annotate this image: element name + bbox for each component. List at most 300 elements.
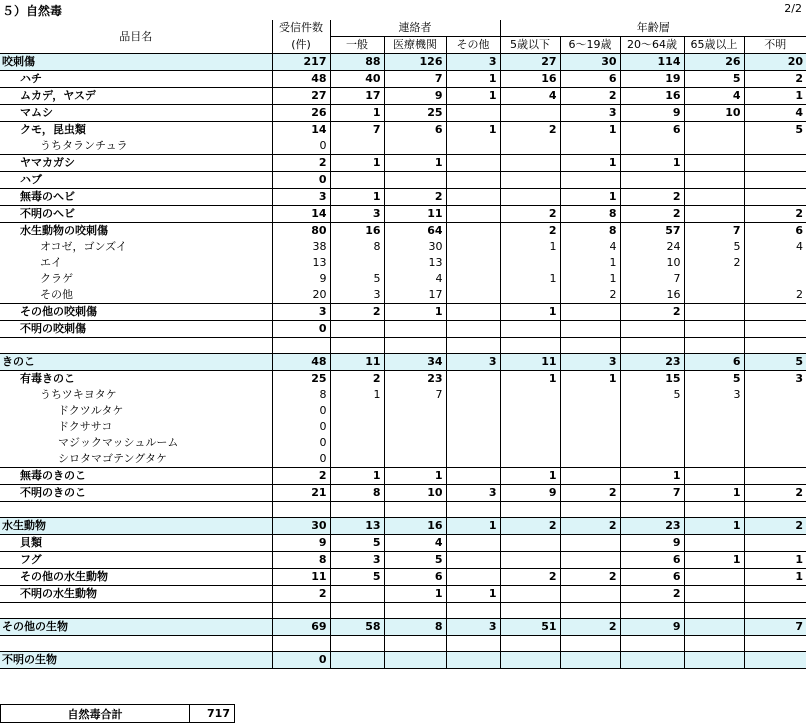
value-cell: 8 xyxy=(272,387,330,403)
header-age-20-64: 20～64歳 xyxy=(620,37,684,54)
value-cell xyxy=(560,451,620,468)
empty-cell xyxy=(330,502,384,518)
row-label: 水生動物の咬刺傷 xyxy=(0,223,272,240)
value-cell: 16 xyxy=(620,88,684,105)
value-cell: 48 xyxy=(272,354,330,371)
row-label: 水生動物 xyxy=(0,518,272,535)
row-label: フグ xyxy=(0,552,272,569)
value-cell xyxy=(560,138,620,155)
spacer-row xyxy=(0,636,806,652)
value-cell xyxy=(684,206,744,223)
value-cell xyxy=(620,172,684,189)
value-cell: 6 xyxy=(620,552,684,569)
value-cell: 10 xyxy=(620,255,684,271)
value-cell: 30 xyxy=(384,239,446,255)
row-label: 貝類 xyxy=(0,535,272,552)
table-row xyxy=(0,71,806,88)
value-cell: 1 xyxy=(330,105,384,122)
value-cell: 1 xyxy=(560,271,620,287)
value-cell xyxy=(446,321,500,338)
value-cell: 6 xyxy=(384,122,446,139)
table-row xyxy=(0,485,806,502)
row-label: ヤマカガシ xyxy=(0,155,272,172)
row-label: 不明の生物 xyxy=(0,652,272,669)
value-cell: 0 xyxy=(272,652,330,669)
value-cell xyxy=(684,403,744,419)
row-label: オコゼ，ゴンズイ xyxy=(40,240,127,253)
table-row xyxy=(0,451,806,468)
value-cell xyxy=(446,371,500,388)
value-cell xyxy=(330,451,384,468)
table-row xyxy=(0,172,806,189)
row-label: クモ，昆虫類 xyxy=(0,122,272,139)
value-cell: 1 xyxy=(384,155,446,172)
value-cell: 2 xyxy=(384,189,446,206)
table-row xyxy=(0,122,806,139)
value-cell xyxy=(384,451,446,468)
value-cell: 2 xyxy=(560,619,620,636)
value-cell: 2 xyxy=(620,206,684,223)
value-cell xyxy=(684,138,744,155)
value-cell xyxy=(446,403,500,419)
value-cell xyxy=(684,468,744,485)
value-cell xyxy=(684,271,744,287)
value-cell xyxy=(560,468,620,485)
row-label: うちタランチュラ xyxy=(40,139,128,152)
value-cell xyxy=(560,304,620,321)
row-label: ドクツルタケ xyxy=(58,404,124,417)
value-cell: 21 xyxy=(272,485,330,502)
value-cell: 16 xyxy=(330,223,384,240)
value-cell: 6 xyxy=(684,354,744,371)
value-cell xyxy=(446,451,500,468)
value-cell: 11 xyxy=(384,206,446,223)
table-row xyxy=(0,255,806,271)
value-cell: 11 xyxy=(330,354,384,371)
value-cell: 3 xyxy=(684,387,744,403)
value-cell: 2 xyxy=(500,569,560,586)
table-row xyxy=(0,435,806,451)
row-label: マムシ xyxy=(0,105,272,122)
empty-cell xyxy=(560,338,620,354)
value-cell xyxy=(500,403,560,419)
value-cell: 7 xyxy=(684,223,744,240)
table-row xyxy=(0,287,806,304)
value-cell: 1 xyxy=(744,569,806,586)
value-cell xyxy=(500,321,560,338)
value-cell: 1 xyxy=(684,485,744,502)
value-cell: 2 xyxy=(560,569,620,586)
table-row xyxy=(0,304,806,321)
value-cell xyxy=(446,304,500,321)
total-label: 自然毒合計 xyxy=(1,705,190,723)
value-cell xyxy=(560,586,620,603)
empty-cell xyxy=(0,338,272,354)
value-cell: 4 xyxy=(744,105,806,122)
value-cell: 27 xyxy=(272,88,330,105)
value-cell: 69 xyxy=(272,619,330,636)
value-cell: 114 xyxy=(620,54,684,71)
value-cell xyxy=(446,206,500,223)
value-cell xyxy=(500,535,560,552)
value-cell: 9 xyxy=(620,105,684,122)
value-cell xyxy=(744,155,806,172)
value-cell xyxy=(684,619,744,636)
value-cell: 2 xyxy=(500,223,560,240)
value-cell xyxy=(684,586,744,603)
value-cell xyxy=(744,304,806,321)
value-cell xyxy=(446,105,500,122)
natural-poison-table xyxy=(0,20,806,669)
empty-cell xyxy=(272,502,330,518)
value-cell xyxy=(560,552,620,569)
value-cell: 2 xyxy=(744,287,806,304)
value-cell: 1 xyxy=(560,255,620,271)
value-cell xyxy=(560,172,620,189)
value-cell xyxy=(744,468,806,485)
empty-cell xyxy=(560,603,620,619)
value-cell xyxy=(560,652,620,669)
page-number: 2/2 xyxy=(784,2,802,15)
value-cell xyxy=(330,255,384,271)
table-row xyxy=(0,88,806,105)
value-cell: 1 xyxy=(330,189,384,206)
value-cell: 64 xyxy=(384,223,446,240)
value-cell: 5 xyxy=(744,354,806,371)
value-cell xyxy=(684,321,744,338)
value-cell: 57 xyxy=(620,223,684,240)
value-cell: 3 xyxy=(744,371,806,388)
table-row xyxy=(0,223,806,240)
value-cell xyxy=(620,419,684,435)
value-cell: 1 xyxy=(330,468,384,485)
row-label: エイ xyxy=(40,256,62,269)
row-label: きのこ xyxy=(0,354,272,371)
value-cell: 17 xyxy=(384,287,446,304)
row-label: 咬刺傷 xyxy=(0,54,272,71)
value-cell: 126 xyxy=(384,54,446,71)
empty-cell xyxy=(744,636,806,652)
table-row xyxy=(0,105,806,122)
table-row xyxy=(0,54,806,71)
value-cell: 1 xyxy=(560,189,620,206)
value-cell: 26 xyxy=(684,54,744,71)
value-cell xyxy=(560,435,620,451)
value-cell: 14 xyxy=(272,122,330,139)
table-row xyxy=(0,155,806,172)
value-cell: 1 xyxy=(620,155,684,172)
empty-cell xyxy=(684,636,744,652)
value-cell: 0 xyxy=(272,403,330,419)
value-cell xyxy=(620,451,684,468)
value-cell: 1 xyxy=(330,387,384,403)
value-cell: 23 xyxy=(620,518,684,535)
value-cell xyxy=(384,652,446,669)
value-cell: 1 xyxy=(620,468,684,485)
table-row xyxy=(0,552,806,569)
value-cell xyxy=(684,189,744,206)
value-cell: 23 xyxy=(620,354,684,371)
value-cell: 1 xyxy=(684,552,744,569)
value-cell: 2 xyxy=(620,586,684,603)
value-cell xyxy=(446,189,500,206)
row-label: 不明のヘビ xyxy=(0,206,272,223)
value-cell: 7 xyxy=(384,71,446,88)
value-cell: 8 xyxy=(560,206,620,223)
table-row xyxy=(0,652,806,669)
row-label: 不明のきのこ xyxy=(0,485,272,502)
row-label: その他 xyxy=(40,288,73,301)
value-cell: 2 xyxy=(500,206,560,223)
value-cell xyxy=(744,435,806,451)
value-cell xyxy=(446,552,500,569)
row-label: うちツキヨタケ xyxy=(40,388,117,401)
empty-cell xyxy=(620,636,684,652)
value-cell: 30 xyxy=(272,518,330,535)
value-cell xyxy=(446,255,500,271)
value-cell: 2 xyxy=(744,206,806,223)
value-cell xyxy=(560,321,620,338)
value-cell: 0 xyxy=(272,321,330,338)
value-cell: 1 xyxy=(446,88,500,105)
value-cell xyxy=(684,155,744,172)
value-cell xyxy=(744,652,806,669)
value-cell xyxy=(384,403,446,419)
value-cell: 1 xyxy=(446,71,500,88)
value-cell: 2 xyxy=(744,518,806,535)
empty-cell xyxy=(384,338,446,354)
value-cell xyxy=(384,435,446,451)
row-label: その他の咬刺傷 xyxy=(0,304,272,321)
value-cell xyxy=(744,138,806,155)
value-cell: 2 xyxy=(330,371,384,388)
empty-cell xyxy=(500,502,560,518)
value-cell xyxy=(446,419,500,435)
value-cell: 2 xyxy=(500,518,560,535)
value-cell: 2 xyxy=(560,88,620,105)
table-row xyxy=(0,419,806,435)
value-cell: 3 xyxy=(330,206,384,223)
value-cell: 38 xyxy=(272,239,330,255)
value-cell xyxy=(384,172,446,189)
value-cell xyxy=(446,287,500,304)
header-age-under5: 5歳以下 xyxy=(500,37,560,54)
empty-cell xyxy=(0,636,272,652)
value-cell xyxy=(744,451,806,468)
value-cell xyxy=(684,535,744,552)
value-cell xyxy=(500,586,560,603)
value-cell: 23 xyxy=(384,371,446,388)
empty-cell xyxy=(272,636,330,652)
value-cell: 3 xyxy=(272,189,330,206)
table-row xyxy=(0,189,806,206)
value-cell xyxy=(744,321,806,338)
value-cell: 1 xyxy=(560,371,620,388)
value-cell xyxy=(744,387,806,403)
empty-cell xyxy=(500,603,560,619)
value-cell: 2 xyxy=(620,189,684,206)
table-row xyxy=(0,619,806,636)
value-cell: 34 xyxy=(384,354,446,371)
spacer-row xyxy=(0,502,806,518)
value-cell: 3 xyxy=(446,485,500,502)
value-cell xyxy=(684,122,744,139)
value-cell: 1 xyxy=(384,468,446,485)
value-cell xyxy=(330,586,384,603)
value-cell xyxy=(744,271,806,287)
value-cell: 2 xyxy=(560,287,620,304)
value-cell xyxy=(500,419,560,435)
value-cell: 0 xyxy=(272,451,330,468)
value-cell: 40 xyxy=(330,71,384,88)
header-received-unit: (件) xyxy=(272,37,330,54)
value-cell: 20 xyxy=(744,54,806,71)
table-row xyxy=(0,271,806,287)
value-cell: 4 xyxy=(384,535,446,552)
empty-cell xyxy=(0,603,272,619)
value-cell: 9 xyxy=(384,88,446,105)
empty-cell xyxy=(330,338,384,354)
value-cell: 3 xyxy=(446,54,500,71)
value-cell xyxy=(330,435,384,451)
value-cell xyxy=(560,419,620,435)
value-cell: 2 xyxy=(500,122,560,139)
table-row xyxy=(0,354,806,371)
value-cell: 80 xyxy=(272,223,330,240)
value-cell: 7 xyxy=(384,387,446,403)
empty-cell xyxy=(684,338,744,354)
value-cell: 1 xyxy=(446,586,500,603)
value-cell: 5 xyxy=(684,371,744,388)
value-cell: 4 xyxy=(744,239,806,255)
value-cell: 1 xyxy=(500,271,560,287)
value-cell: 1 xyxy=(500,304,560,321)
value-cell xyxy=(684,435,744,451)
value-cell xyxy=(684,287,744,304)
value-cell: 5 xyxy=(684,71,744,88)
row-label: 有毒きのこ xyxy=(0,371,272,388)
value-cell xyxy=(446,435,500,451)
value-cell xyxy=(500,652,560,669)
value-cell: 8 xyxy=(330,239,384,255)
value-cell xyxy=(446,271,500,287)
value-cell: 15 xyxy=(620,371,684,388)
value-cell: 27 xyxy=(500,54,560,71)
value-cell: 3 xyxy=(272,304,330,321)
row-label: ハブ xyxy=(0,172,272,189)
value-cell: 25 xyxy=(272,371,330,388)
value-cell: 5 xyxy=(744,122,806,139)
empty-cell xyxy=(560,502,620,518)
empty-cell xyxy=(620,338,684,354)
value-cell xyxy=(684,451,744,468)
value-cell: 3 xyxy=(560,354,620,371)
value-cell: 9 xyxy=(620,619,684,636)
value-cell: 1 xyxy=(500,468,560,485)
header-item: 品目名 xyxy=(119,29,153,43)
value-cell: 2 xyxy=(684,255,744,271)
value-cell xyxy=(744,189,806,206)
value-cell: 2 xyxy=(744,71,806,88)
value-cell xyxy=(744,419,806,435)
value-cell xyxy=(684,419,744,435)
value-cell: 19 xyxy=(620,71,684,88)
value-cell xyxy=(620,652,684,669)
value-cell: 9 xyxy=(272,535,330,552)
empty-cell xyxy=(500,338,560,354)
row-label: シロタマゴテングタケ xyxy=(58,452,168,465)
value-cell: 1 xyxy=(446,518,500,535)
value-cell: 2 xyxy=(620,304,684,321)
table-row xyxy=(0,387,806,403)
value-cell: 2 xyxy=(744,485,806,502)
total-table xyxy=(0,704,235,723)
value-cell xyxy=(330,652,384,669)
empty-cell xyxy=(384,502,446,518)
value-cell xyxy=(330,403,384,419)
header-age: 年齢層 xyxy=(500,20,806,37)
empty-cell xyxy=(446,636,500,652)
value-cell xyxy=(330,172,384,189)
value-cell xyxy=(620,403,684,419)
value-cell xyxy=(384,321,446,338)
value-cell: 6 xyxy=(744,223,806,240)
value-cell: 1 xyxy=(384,304,446,321)
value-cell xyxy=(500,155,560,172)
value-cell xyxy=(446,172,500,189)
value-cell: 2 xyxy=(560,518,620,535)
value-cell: 8 xyxy=(560,223,620,240)
row-label: その他の生物 xyxy=(0,619,272,636)
header-contact: 連絡者 xyxy=(330,20,500,37)
value-cell: 0 xyxy=(272,419,330,435)
empty-cell xyxy=(744,338,806,354)
value-cell: 4 xyxy=(560,239,620,255)
row-label: ムカデ，ヤスデ xyxy=(0,88,272,105)
header-received: 受信件数 xyxy=(272,20,330,37)
empty-cell xyxy=(744,603,806,619)
empty-cell xyxy=(446,338,500,354)
value-cell: 8 xyxy=(384,619,446,636)
header-contact-other: その他 xyxy=(446,37,500,54)
value-cell: 1 xyxy=(744,552,806,569)
value-cell xyxy=(384,138,446,155)
value-cell: 16 xyxy=(500,71,560,88)
value-cell: 4 xyxy=(684,88,744,105)
value-cell: 6 xyxy=(384,569,446,586)
value-cell xyxy=(744,535,806,552)
value-cell: 6 xyxy=(620,569,684,586)
value-cell: 5 xyxy=(330,535,384,552)
value-cell xyxy=(744,255,806,271)
value-cell: 1 xyxy=(330,155,384,172)
value-cell: 7 xyxy=(330,122,384,139)
table-row xyxy=(0,586,806,603)
value-cell xyxy=(500,172,560,189)
value-cell xyxy=(446,652,500,669)
value-cell xyxy=(330,321,384,338)
value-cell xyxy=(500,387,560,403)
value-cell xyxy=(446,239,500,255)
value-cell: 2 xyxy=(560,485,620,502)
value-cell: 6 xyxy=(620,122,684,139)
value-cell: 26 xyxy=(272,105,330,122)
value-cell: 0 xyxy=(272,435,330,451)
value-cell: 13 xyxy=(384,255,446,271)
value-cell: 7 xyxy=(620,485,684,502)
spacer-row xyxy=(0,603,806,619)
value-cell: 8 xyxy=(330,485,384,502)
